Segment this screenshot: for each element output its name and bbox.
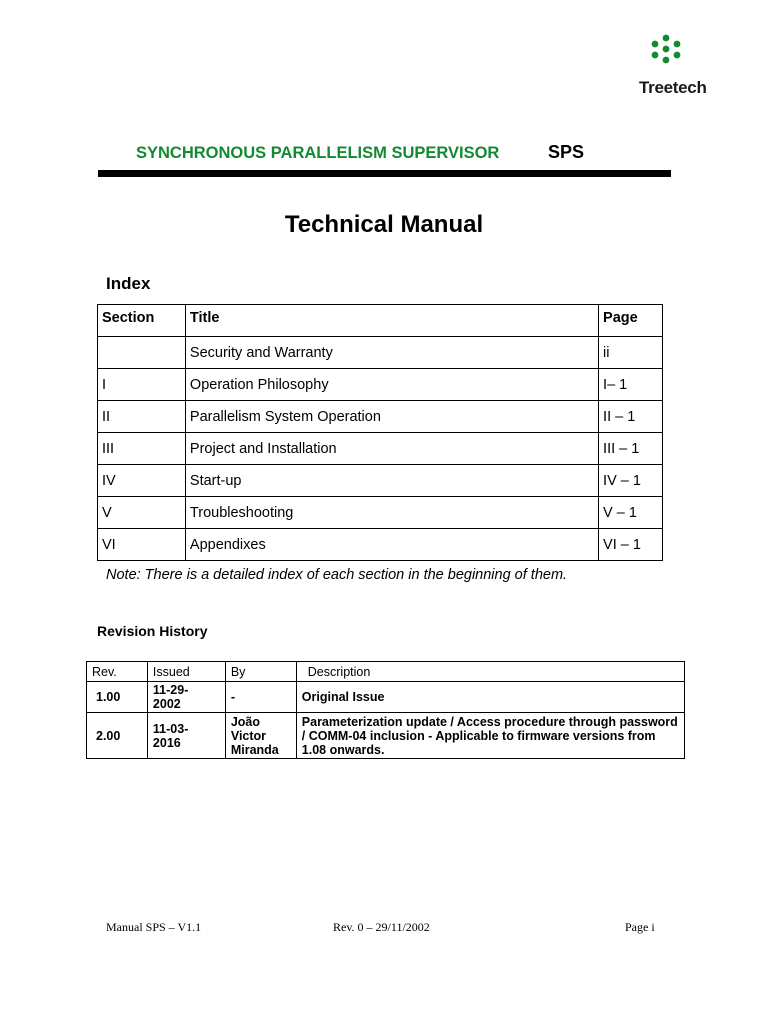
index-title: Operation Philosophy <box>185 369 598 401</box>
index-row <box>98 529 663 561</box>
revision-by <box>225 713 296 759</box>
index-section: VI <box>98 529 186 561</box>
revision-issued <box>147 713 225 759</box>
index-row <box>98 369 663 401</box>
index-col-section: Section <box>98 305 186 337</box>
index-row <box>98 401 663 433</box>
revision-row <box>87 713 685 759</box>
index-page: VI – 1 <box>599 529 663 561</box>
index-title: Parallelism System Operation <box>185 401 598 433</box>
revision-issued-line: 2002 <box>152 697 181 711</box>
index-col-page: Page <box>599 305 663 337</box>
index-section: III <box>98 433 186 465</box>
index-heading: Index <box>106 274 151 293</box>
index-note: Note: There is a detailed index of each section in the beginning of them. <box>106 567 568 583</box>
index-page: V – 1 <box>599 497 663 529</box>
index-page: II – 1 <box>599 401 663 433</box>
document-title: Technical Manual <box>284 211 484 238</box>
revision-by-line: João <box>230 714 261 729</box>
revision-issued-line: 11-03- <box>152 721 189 736</box>
index-col-title: Title <box>185 305 598 337</box>
revision-description: Parameterization update / Access procedure through password / COMM-04 inclusion - Applicable to firmware versions from 1.08 onwards. <box>296 713 684 759</box>
index-header-row <box>98 305 663 337</box>
revision-col-description: Description <box>296 662 684 682</box>
revision-number: 2.00 <box>87 713 148 759</box>
revision-history-table <box>86 661 685 759</box>
revision-description: Original Issue <box>296 682 684 713</box>
revision-issued-line: 2016 <box>152 735 181 750</box>
index-title: Security and Warranty <box>185 337 598 369</box>
index-page: IV – 1 <box>599 465 663 497</box>
index-row <box>98 337 663 369</box>
revision-by-line: Victor <box>230 728 267 743</box>
index-title: Appendixes <box>185 529 598 561</box>
index-section: V <box>98 497 186 529</box>
treetech-logo <box>636 34 708 98</box>
index-row <box>98 433 663 465</box>
index-page: ii <box>599 337 663 369</box>
index-title: Troubleshooting <box>185 497 598 529</box>
revision-issued <box>147 682 225 713</box>
revision-header-row <box>87 662 685 682</box>
revision-col-rev: Rev. <box>87 662 148 682</box>
index-row <box>98 497 663 529</box>
revision-by <box>225 682 296 713</box>
product-code: SPS <box>548 142 585 162</box>
index-section: I <box>98 369 186 401</box>
revision-by-line: - <box>230 690 235 704</box>
revision-issued-line: 11-29- <box>152 683 189 697</box>
index-page: I– 1 <box>599 369 663 401</box>
index-table <box>97 304 663 561</box>
index-title: Start-up <box>185 465 598 497</box>
treetech-logo-icon <box>648 34 684 74</box>
index-page: III – 1 <box>599 433 663 465</box>
footer-manual-version: Manual SPS – V1.1 <box>106 920 202 934</box>
revision-by-line: Miranda <box>230 742 279 757</box>
index-section <box>98 337 186 369</box>
header-divider <box>98 170 671 177</box>
revision-col-issued: Issued <box>147 662 225 682</box>
revision-col-by: By <box>225 662 296 682</box>
product-title: SYNCHRONOUS PARALLELISM SUPERVISOR <box>136 144 500 162</box>
index-row <box>98 465 663 497</box>
index-title: Project and Installation <box>185 433 598 465</box>
revision-history-heading: Revision History <box>97 623 208 639</box>
footer-revision: Rev. 0 – 29/11/2002 <box>333 920 430 934</box>
index-section: II <box>98 401 186 433</box>
revision-number: 1.00 <box>87 682 148 713</box>
logo-text: Treetech <box>639 78 707 97</box>
footer-page-number: Page i <box>625 920 655 934</box>
revision-row <box>87 682 685 713</box>
index-section: IV <box>98 465 186 497</box>
